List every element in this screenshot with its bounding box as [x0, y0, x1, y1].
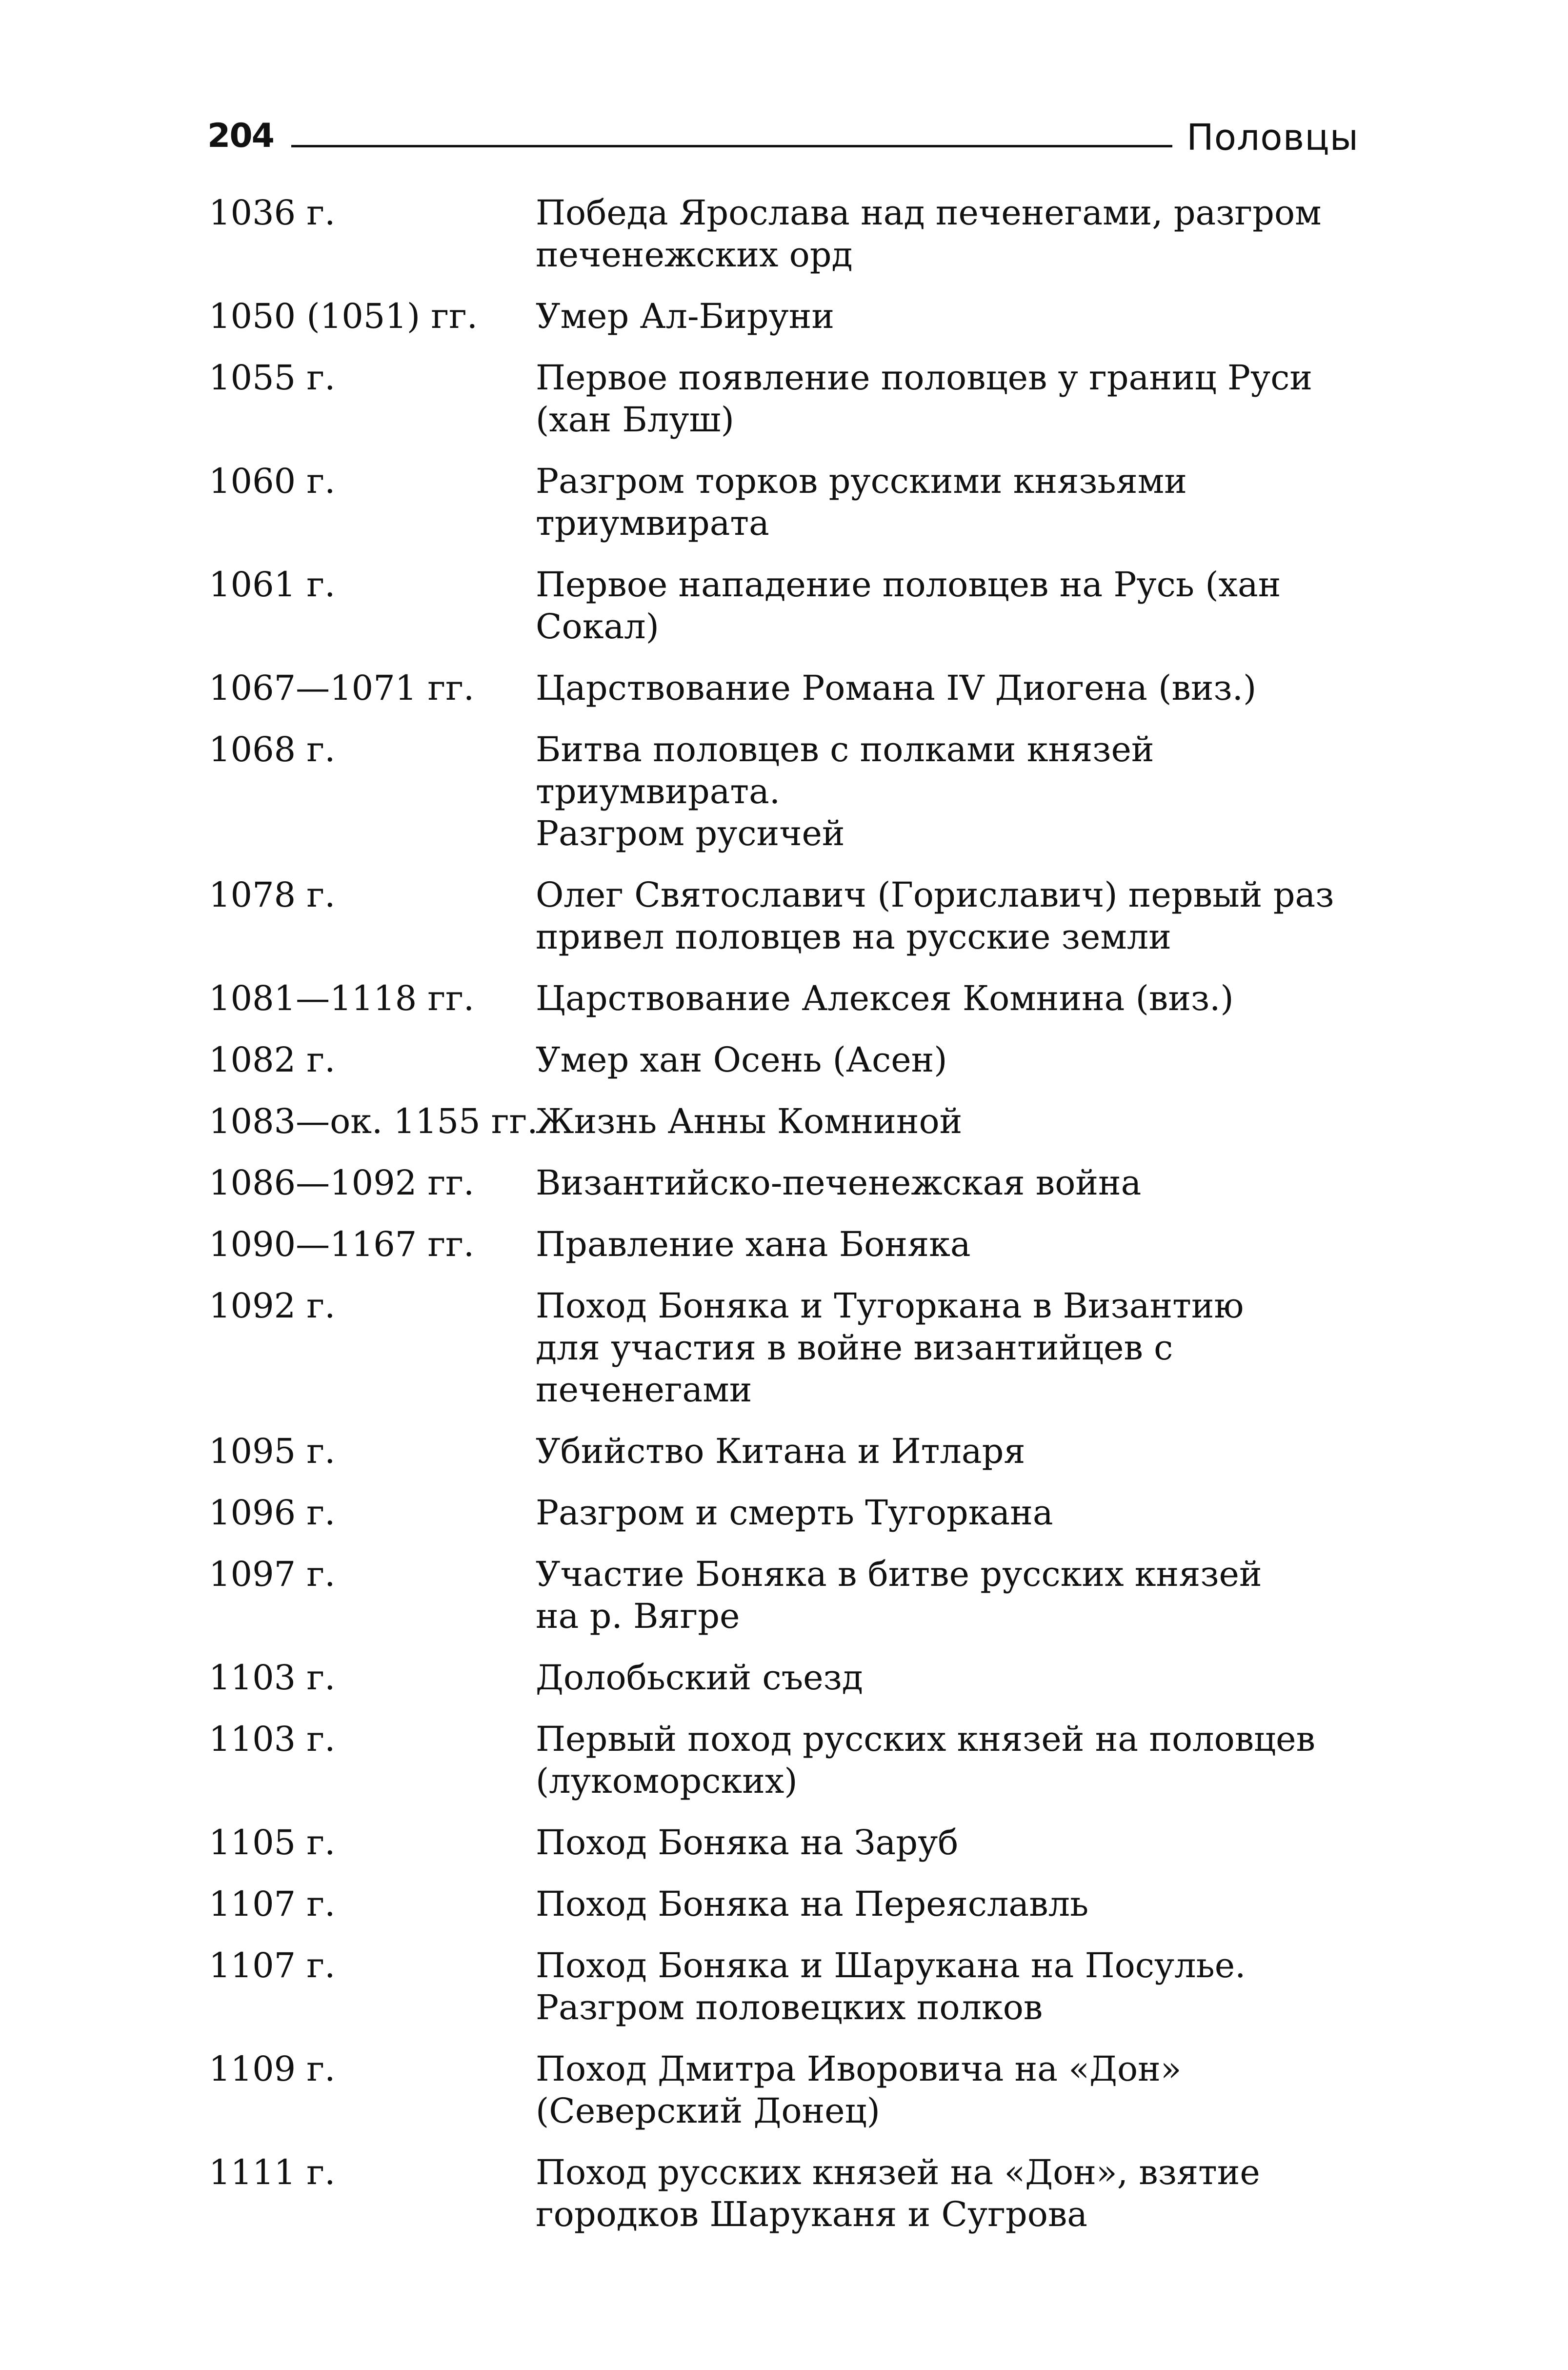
running-title: Половцы [1186, 117, 1359, 159]
chronology-entry [209, 2151, 1360, 2235]
entry-text: Правление хана Боняка [536, 1224, 971, 1264]
entry-text: Первое нападение половцев на Русь (хан Сокал) [536, 565, 1281, 647]
entry-date: 1081—1118 гг. [209, 978, 475, 1018]
entry-date: 1078 г. [209, 875, 336, 915]
chronology-entry [209, 977, 1360, 1019]
entry-text: Первый поход русских князей на половцев (лукоморских) [536, 1719, 1316, 1801]
entry-text: Разгром торков русскими князьями триумвирата [536, 461, 1187, 543]
chronology-entry [209, 1883, 1360, 1925]
chronology-entry [209, 192, 1360, 276]
entry-date: 1095 г. [209, 1431, 336, 1471]
entry-date: 1086—1092 гг. [209, 1163, 475, 1203]
entry-text: Жизнь Анны Комниной [536, 1101, 963, 1141]
entry-date: 1083—ок. 1155 гг. [209, 1101, 538, 1141]
entry-date: 1061 г. [209, 565, 336, 605]
entry-date: 1090—1167 гг. [209, 1224, 475, 1264]
chronology-entry [209, 1430, 1360, 1472]
chronology-entry [209, 1492, 1360, 1534]
chronology-entry [209, 667, 1360, 709]
entry-date: 1096 г. [209, 1493, 336, 1533]
entry-date: 1060 г. [209, 461, 336, 501]
entry-date: 1097 г. [209, 1554, 336, 1594]
entry-date: 1103 г. [209, 1658, 336, 1698]
entry-date: 1082 г. [209, 1040, 336, 1080]
chronology-entry [209, 1162, 1360, 1204]
chronology-entry [209, 1100, 1360, 1142]
chronology-entry [209, 729, 1360, 854]
entry-text: Долобьский съезд [536, 1658, 863, 1698]
entry-date: 1092 г. [209, 1286, 336, 1326]
entry-text: Первое появление половцев у границ Руси (хан Блуш) [536, 358, 1313, 440]
entry-date: 1103 г. [209, 1719, 336, 1759]
chronology-entry [209, 1039, 1360, 1081]
entry-date: 1050 (1051) гг. [209, 296, 478, 336]
entry-text: Олег Святославич (Гориславич) первый раз привел половцев на русские земли [536, 875, 1334, 957]
chronology-entry [209, 1285, 1360, 1411]
entry-date: 1036 г. [209, 193, 336, 233]
entry-text: Поход Боняка на Заруб [536, 1823, 959, 1863]
entry-text: Убийство Китана и Итларя [536, 1431, 1025, 1471]
entry-text: Поход русских князей на «Дон», взятие городков Шаруканя и Сугрова [536, 2152, 1260, 2234]
entry-text: Поход Боняка и Тугоркана в Византию для участия в войне византийцев с печенегами [536, 1286, 1244, 1410]
entry-text: Победа Ярослава над печенегами, разгром печенежских орд [536, 193, 1322, 275]
entry-date: 1105 г. [209, 1823, 336, 1863]
entry-text: Разгром и смерть Тугоркана [536, 1493, 1053, 1533]
chronology-entry [209, 460, 1360, 544]
entry-text: Византийско-печенежская война [536, 1163, 1142, 1203]
chronology-entry [209, 1718, 1360, 1802]
entry-date: 1109 г. [209, 2049, 336, 2089]
entry-text: Умер хан Осень (Асен) [536, 1040, 947, 1080]
entry-text: Участие Боняка в битве русских князей на р. Вягре [536, 1554, 1262, 1636]
entry-date: 1055 г. [209, 358, 336, 398]
entry-date: 1067—1071 гг. [209, 668, 475, 708]
chronology-entry [209, 1657, 1360, 1699]
chronology-entry [209, 564, 1360, 648]
chronology-entry [209, 1223, 1360, 1265]
entry-text: Царствование Романа IV Диогена (виз.) [536, 668, 1257, 708]
chronology-entry [209, 357, 1360, 441]
entry-date: 1107 г. [209, 1945, 336, 1985]
entry-text: Поход Боняка на Переяславль [536, 1884, 1089, 1924]
chronology-entry [209, 874, 1360, 958]
chronology-entry [209, 295, 1360, 337]
entry-date: 1107 г. [209, 1884, 336, 1924]
chronology-entry [209, 2048, 1360, 2132]
entry-text: Умер Ал-Бируни [536, 296, 835, 336]
entry-text: Битва половцев с полками князей триумвирата. Разгром русичей [536, 729, 1154, 853]
chronology-entry [209, 1822, 1360, 1864]
page-header [207, 110, 1359, 163]
entry-date: 1111 г. [209, 2152, 336, 2192]
chronology-entry [209, 1553, 1360, 1637]
header-rule [291, 145, 1172, 147]
entry-date: 1068 г. [209, 729, 336, 770]
entry-text: Царствование Алексея Комнина (виз.) [536, 978, 1234, 1018]
page-number: 204 [207, 117, 274, 155]
chronology-entry [209, 1945, 1360, 2028]
entry-text: Поход Боняка и Шарукана на Посулье. Разгром половецких полков [536, 1945, 1246, 2027]
entry-text: Поход Дмитра Иворовича на «Дон» (Северский Донец) [536, 2049, 1182, 2131]
chronology-list [209, 192, 1360, 2255]
